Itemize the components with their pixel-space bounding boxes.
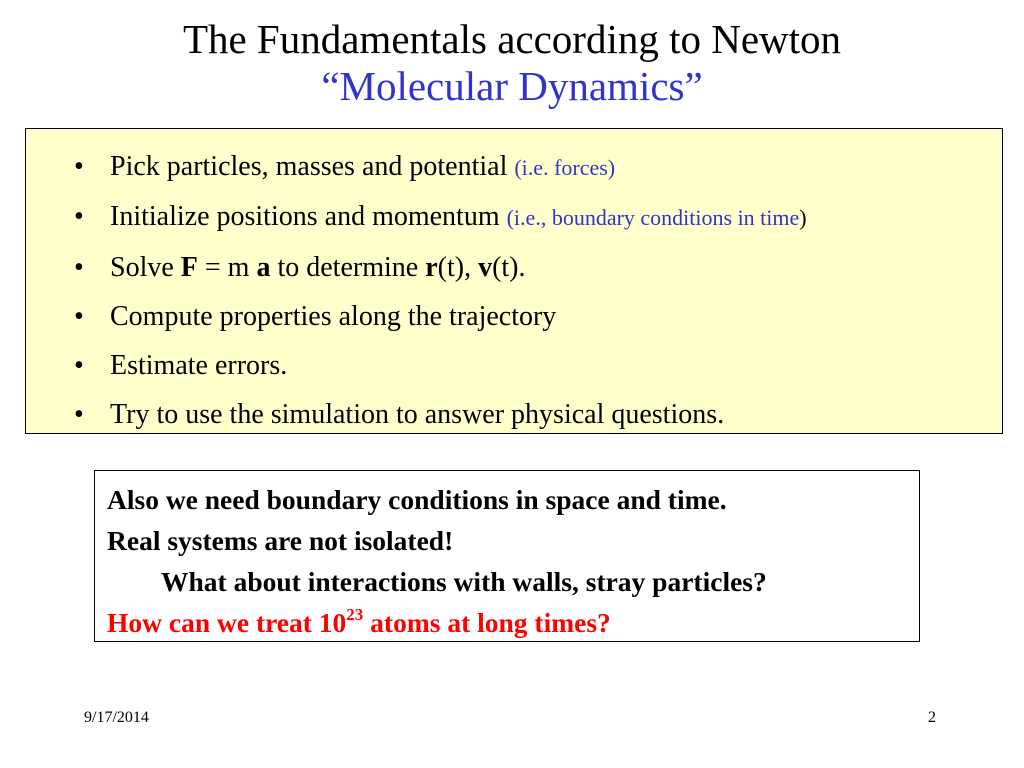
bullet-marker: • [74, 251, 84, 283]
bullet-text: Try to use the simulation to answer physical questions. [110, 399, 725, 431]
bullet-marker: • [74, 151, 84, 182]
equation-velocity: v [478, 251, 493, 283]
note-exponent: 23 [346, 605, 364, 624]
note-box [94, 470, 920, 642]
note-line-3: What about interactions with walls, stray particles? [161, 566, 767, 597]
equation-force: F [180, 251, 198, 283]
bullet-marker: • [74, 201, 84, 233]
page-number: 2 [928, 709, 936, 726]
bullet-note-close: ) [799, 205, 807, 231]
note-line-4 [107, 602, 767, 643]
bullet-marker: • [74, 350, 84, 382]
note-question-prefix: How can we treat 10 [107, 607, 347, 638]
equation-connector: to determine [270, 251, 426, 283]
bullet-text: Pick particles, masses and potential [110, 151, 508, 182]
note-lines [107, 479, 767, 643]
bullet-text: Estimate errors. [110, 350, 288, 382]
note-line-1: Also we need boundary conditions in space and time. [107, 484, 727, 515]
equation-position-arg: (t), [437, 251, 479, 283]
footer-date: 9/17/2014 [84, 709, 149, 726]
title-subtitle: “Molecular Dynamics” [321, 63, 703, 109]
list-item [74, 243, 807, 292]
bullet-text: Compute properties along the trajectory [110, 300, 557, 332]
bullet-box [25, 128, 1003, 434]
slide-title [0, 14, 1024, 108]
note-question-suffix: atoms at long times? [363, 607, 611, 638]
equation-prefix: Solve [110, 251, 181, 283]
list-item [74, 292, 807, 341]
equation-position: r [425, 251, 438, 283]
list-item [74, 142, 807, 192]
equation-velocity-arg: (t). [492, 251, 526, 283]
title-main: The Fundamentals according to Newton [182, 16, 842, 62]
list-item [74, 192, 807, 242]
list-item [74, 390, 807, 439]
equation-accel: a [256, 251, 271, 283]
bullet-text: Initialize positions and momentum [110, 201, 500, 233]
bullet-note: (i.e., boundary conditions in time [506, 205, 800, 231]
bullet-list [74, 142, 807, 440]
note-line-2: Real systems are not isolated! [107, 525, 454, 556]
equation-mass: = m [197, 251, 257, 283]
bullet-note: (i.e. forces) [514, 155, 616, 180]
bullet-marker: • [74, 300, 84, 332]
list-item [74, 341, 807, 390]
bullet-marker: • [74, 399, 84, 431]
